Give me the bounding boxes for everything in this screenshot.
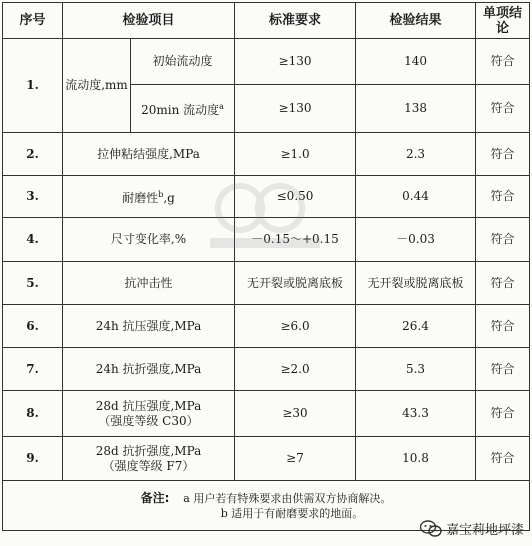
row-item: 拉伸粘结强度,MPa xyxy=(63,133,235,176)
row-result: 43.3 xyxy=(356,391,476,437)
row-item: 尺寸变化率,% xyxy=(63,218,235,262)
row-standard: ≥7 xyxy=(235,437,356,481)
row-result: 无开裂或脱离底板 xyxy=(356,262,476,305)
table-row xyxy=(3,176,530,218)
row-seq: 7. xyxy=(3,348,63,391)
table-row xyxy=(3,305,530,348)
row-seq: 1. xyxy=(3,39,63,133)
row-standard: ≥2.0 xyxy=(235,348,356,391)
row-seq: 9. xyxy=(3,437,63,481)
table-row xyxy=(3,218,530,262)
header-result: 检验结果 xyxy=(356,3,476,39)
table-row xyxy=(3,133,530,176)
header-seq: 序号 xyxy=(3,3,63,39)
header-standard: 标准要求 xyxy=(235,3,356,39)
row-item: 28d 抗折强度,MPa （强度等级 F7） xyxy=(63,437,235,481)
notes-label: 备注: xyxy=(140,490,170,505)
row-seq: 4. xyxy=(3,218,63,262)
inspection-table xyxy=(2,2,530,531)
row-conclusion: 符合 xyxy=(476,133,530,176)
brand-badge xyxy=(420,519,524,538)
row-item: 28d 抗压强度,MPa （强度等级 C30） xyxy=(63,391,235,437)
row-result: 140 xyxy=(356,39,476,85)
table-row xyxy=(3,39,530,85)
note-b: b 适用于有耐磨要求的地面。 xyxy=(220,506,364,520)
row-result: 5.3 xyxy=(356,348,476,391)
row-subitem: 初始流动度 xyxy=(131,39,235,85)
row-conclusion: 符合 xyxy=(476,218,530,262)
row-standard: 无开裂或脱离底板 xyxy=(235,262,356,305)
header-item: 检验项目 xyxy=(63,3,235,39)
row-standard: ≥6.0 xyxy=(235,305,356,348)
row-standard: －0.15～+0.15 xyxy=(235,218,356,262)
row-result: 0.44 xyxy=(356,176,476,218)
table-row xyxy=(3,348,530,391)
table-row xyxy=(3,391,530,437)
table-row xyxy=(3,262,530,305)
row-seq: 5. xyxy=(3,262,63,305)
row-standard: ≥30 xyxy=(235,391,356,437)
row-conclusion: 符合 xyxy=(476,391,530,437)
row-conclusion: 符合 xyxy=(476,85,530,133)
brand-name: 嘉宝莉地坪漆 xyxy=(445,523,524,538)
row-result: 2.3 xyxy=(356,133,476,176)
row-conclusion: 符合 xyxy=(476,437,530,481)
row-standard: ≥130 xyxy=(235,39,356,85)
row-conclusion: 符合 xyxy=(476,262,530,305)
row-result: 138 xyxy=(356,85,476,133)
row-item: 流动度,mm xyxy=(63,39,131,133)
row-conclusion: 符合 xyxy=(476,348,530,391)
header-row xyxy=(3,3,530,39)
row-seq: 8. xyxy=(3,391,63,437)
row-item: 耐磨性$^b$,g xyxy=(63,176,235,218)
row-result: 10.8 xyxy=(356,437,476,481)
row-seq: 6. xyxy=(3,305,63,348)
row-item: 24h 抗压强度,MPa xyxy=(63,305,235,348)
row-standard: ≤0.50 xyxy=(235,176,356,218)
table-row xyxy=(3,437,530,481)
row-standard: ≥130 xyxy=(235,85,356,133)
row-item: 抗冲击性 xyxy=(63,262,235,305)
row-result: －0.03 xyxy=(356,218,476,262)
row-conclusion: 符合 xyxy=(476,39,530,85)
row-result: 26.4 xyxy=(356,305,476,348)
row-seq: 2. xyxy=(3,133,63,176)
header-conclusion: 单项结论 xyxy=(476,3,530,39)
row-seq: 3. xyxy=(3,176,63,218)
wechat-icon xyxy=(420,520,442,538)
note-a: a 用户若有特殊要求由供需双方协商解决。 xyxy=(183,491,392,505)
row-conclusion: 符合 xyxy=(476,305,530,348)
row-subitem: 20min 流动度$^a$ xyxy=(131,85,235,133)
row-item: 24h 抗折强度,MPa xyxy=(63,348,235,391)
row-standard: ≥1.0 xyxy=(235,133,356,176)
row-conclusion: 符合 xyxy=(476,176,530,218)
